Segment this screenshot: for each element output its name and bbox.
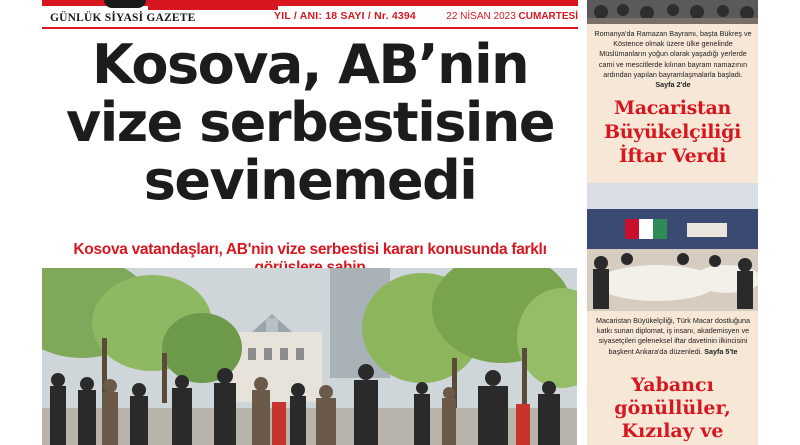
headline-line-3: sevinemedi — [143, 149, 477, 212]
sidebar-story-1-text — [593, 29, 753, 90]
iftar-dinner-illustration — [587, 183, 758, 311]
masthead-tagline: GÜNLÜK SİYASİ GAZETE — [50, 12, 196, 24]
street-scene-illustration — [42, 268, 577, 445]
sidebar-story-2-headline[interactable] — [587, 96, 758, 168]
sidebar-story-2-headline-line-3: İftar Verdi — [618, 145, 727, 167]
sidebar-story-2-text — [593, 316, 753, 357]
headline-line-2: vize serbestisine — [66, 91, 554, 154]
sidebar-story-3-headline-line-3: Kızılay ve — [621, 420, 724, 442]
masthead-rule — [42, 27, 578, 29]
masthead — [42, 0, 578, 30]
newspaper-logo-banner — [148, 0, 278, 10]
headline-line-1: Kosova, AB’nin — [91, 33, 529, 96]
main-headline[interactable] — [42, 33, 578, 212]
main-photo[interactable] — [42, 268, 577, 445]
sidebar-story-1-body: Romanya'da Ramazan Bayramı, başta Bükreş ve Köstence olmak üzere ülke genelinde Müslümanların yoğun olarak yaşadığı yerlerde cami ve mescitlerde kılınan bayram namazının ardından yapılan bayramlaşmalarla başladı. — [594, 29, 752, 79]
masthead-weekday: CUMARTESİ — [518, 11, 578, 22]
sidebar-iftar-photo[interactable] — [587, 183, 758, 311]
sidebar-story-2-ref[interactable]: Sayfa 5'te — [704, 346, 738, 356]
sidebar-story-2-body: Macaristan Büyükelçiliği, Türk Macar dostluğuna katkı sunan diplomat, iş insanı, akademisyen ve siyasetçileri geleneksel iftar davetinin ilkincisini başkent Ankara'da düzenledi. — [595, 316, 751, 356]
sidebar-story-3-headline[interactable] — [587, 374, 758, 443]
masthead-date-value: 22 NİSAN 2023 — [446, 11, 516, 22]
masthead-issue: YIL / ANI: 18 SAYI / Nr. 4394 — [274, 10, 416, 22]
sidebar-story-3-headline-line-2: gönüllüler, — [614, 397, 731, 419]
newspaper-logo — [104, 0, 146, 8]
masthead-date — [446, 11, 578, 22]
sidebar-story-1-ref[interactable]: Sayfa 2'de — [655, 80, 691, 90]
sidebar-top-photo[interactable] — [587, 0, 758, 24]
sidebar — [587, 0, 758, 445]
main-subheadline: Kosova vatandaşları, AB'nin vize serbestisi kararı konusunda farklı — [73, 241, 547, 258]
sidebar-story-3-headline-line-1: Yabancı — [631, 374, 714, 396]
sidebar-story-2-headline-line-2: Büyükelçiliği — [603, 121, 742, 143]
crowd-prayer-illustration — [587, 0, 758, 24]
sidebar-story-2-headline-line-1: Macaristan — [613, 97, 732, 119]
